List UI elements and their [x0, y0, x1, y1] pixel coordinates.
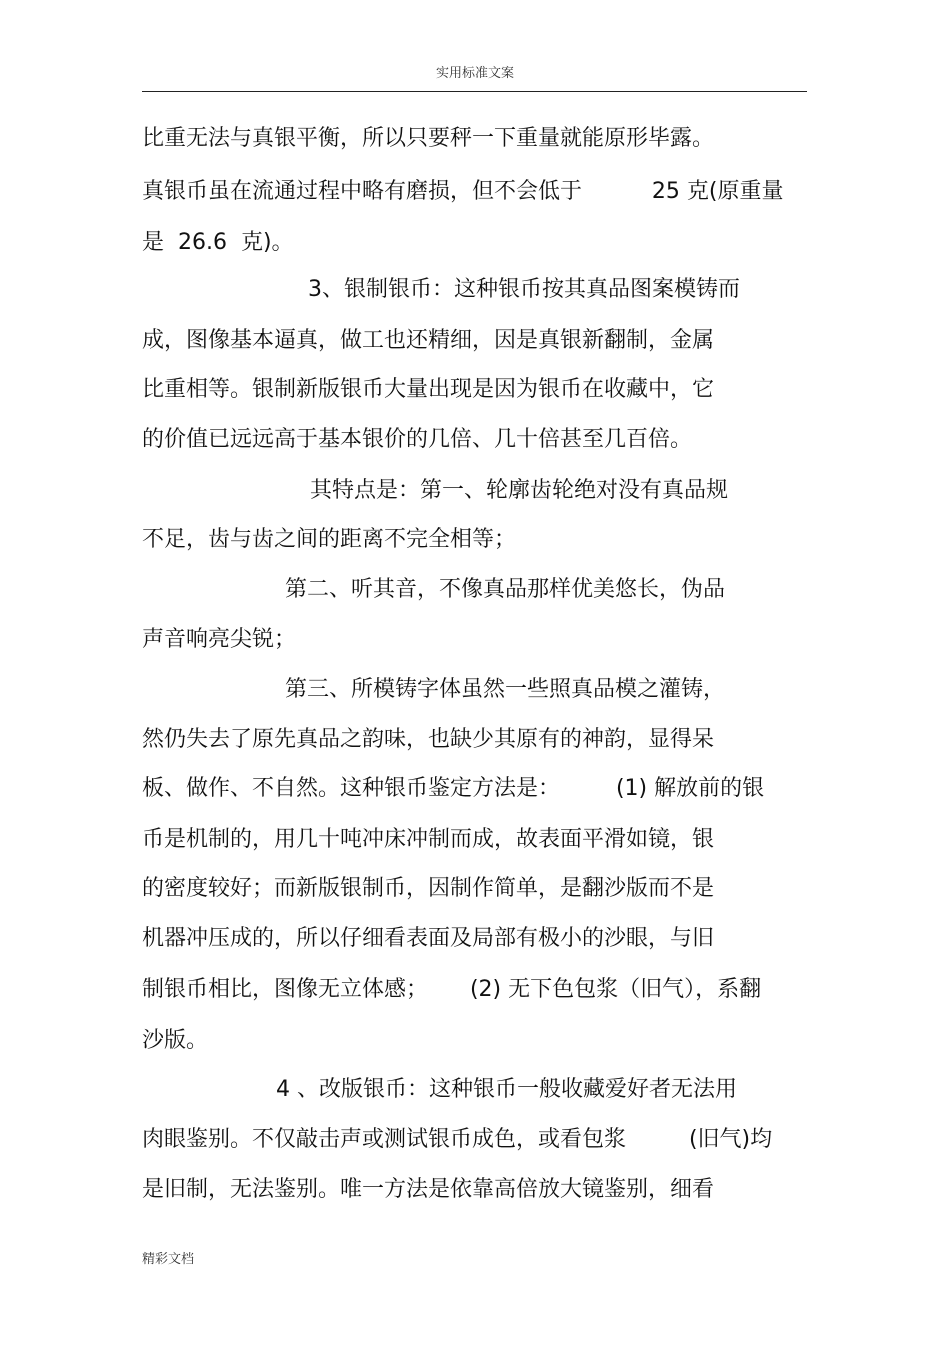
text-line: 成，图像基本逼真，做工也还精细，因是真银新翻制，金属: [142, 328, 715, 353]
page-footer: 精彩文档: [142, 1252, 195, 1267]
text-line: 的密度较好；而新版银制币，因制作简单，是翻沙版而不是: [142, 876, 715, 901]
text-line: 制银币相比，图像无立体感； (2) 无下色包浆（旧气），系翻: [142, 977, 762, 1002]
text-line: 真银币虽在流通过程中略有磨损，但不会低于 25 克(原重量: [142, 179, 784, 204]
text-line: 其特点是：第一、轮廓齿轮绝对没有真品规: [310, 478, 729, 503]
text-line: 比重无法与真银平衡，所以只要秤一下重量就能原形毕露。: [142, 126, 715, 151]
text-line: 比重相等。银制新版银币大量出现是因为银币在收藏中，它: [142, 377, 715, 402]
text-line: 是 26.6 克)。: [142, 230, 294, 255]
text-line: 不足，齿与齿之间的距离不完全相等；: [142, 527, 517, 552]
text-line: 沙版。: [142, 1028, 209, 1053]
text-line: 肉眼鉴别。不仅敲击声或测试银币成色，或看包浆 (旧气)均: [142, 1127, 773, 1152]
text-line: 第二、听其音，不像真品那样优美悠长，伪品: [285, 577, 726, 602]
page-header: 实用标准文案: [435, 66, 514, 81]
text-line: 4 、改版银币：这种银币一般收藏爱好者无法用: [276, 1077, 737, 1102]
text-line: 然仍失去了原先真品之韵味，也缺少其原有的神韵，显得呆: [142, 727, 715, 752]
text-line: 3、银制银币：这种银币按其真品图案模铸而: [308, 277, 740, 302]
text-line: 板、做作、不自然。这种银币鉴定方法是： (1) 解放前的银: [142, 776, 765, 801]
text-line: 是旧制，无法鉴别。唯一方法是依靠高倍放大镜鉴别，细看: [142, 1177, 715, 1202]
header-divider: [142, 91, 807, 92]
text-line: 机器冲压成的，所以仔细看表面及局部有极小的沙眼，与旧: [142, 926, 715, 951]
text-line: 声音响亮尖锐；: [142, 627, 297, 652]
text-line: 第三、所模铸字体虽然一些照真品模之灌铸，: [285, 677, 726, 702]
text-line: 币是机制的，用几十吨冲床冲制而成，故表面平滑如镜，银: [142, 827, 715, 852]
text-line: 的价值已远远高于基本银价的几倍、几十倍甚至几百倍。: [142, 427, 693, 452]
